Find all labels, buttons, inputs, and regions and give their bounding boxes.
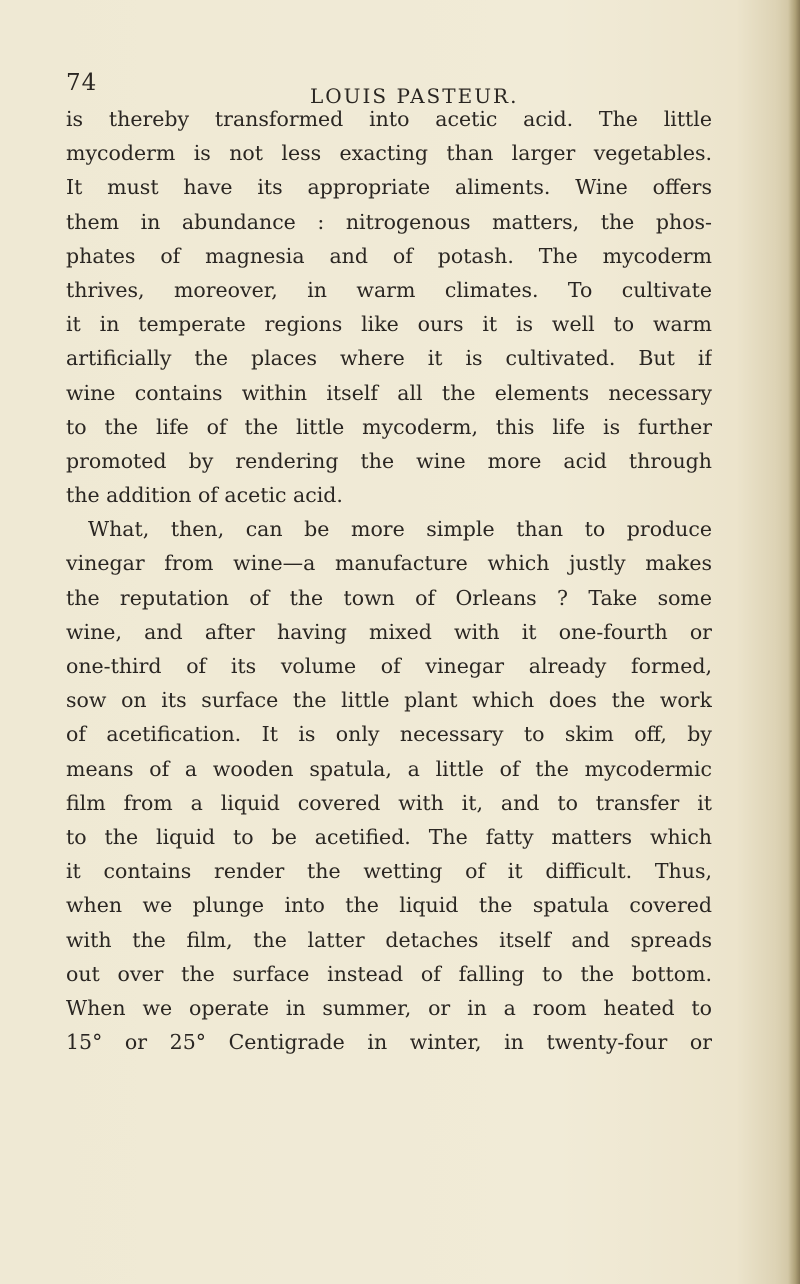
text-line: promoted by rendering the wine more acid through: [66, 448, 712, 473]
text-line: wine contains within itself all the elements necessary: [66, 380, 712, 405]
text-line: wine, and after having mixed with it one-fourth or: [66, 619, 712, 644]
text-line: it contains render the wetting of it difficult. Thus,: [66, 859, 712, 884]
running-head: LOUIS PASTEUR.: [310, 84, 519, 108]
text-line: of acetification. It is only necessary to skim off, by: [66, 722, 712, 747]
text-line: means of a wooden spatula, a little of the mycodermic: [66, 756, 712, 781]
text-line: phates of magnesia and of potash. The mycoderm: [66, 243, 712, 268]
body-text: [66, 102, 712, 1059]
text-line: to the life of the little mycoderm, this life is further: [66, 414, 712, 439]
page-gutter-shadow: [788, 0, 800, 1284]
text-line: out over the surface instead of falling to the bottom.: [66, 961, 712, 986]
text-line: When we operate in summer, or in a room heated to: [66, 995, 712, 1020]
text-line: artificially the places where it is cultivated. But if: [66, 346, 712, 371]
text-line: with the film, the latter detaches itself and spreads: [66, 927, 712, 952]
text-line: the reputation of the town of Orleans ? Take some: [66, 585, 712, 610]
text-line: 15° or 25° Centigrade in winter, in twenty-four or: [66, 1030, 712, 1055]
text-line: it in temperate regions like ours it is well to warm: [66, 312, 712, 337]
page-number: 74: [66, 70, 98, 96]
text-line: to the liquid to be acetified. The fatty matters which: [66, 824, 712, 849]
text-line: film from a liquid covered with it, and to transfer it: [66, 790, 712, 815]
text-line: one-third of its volume of vinegar already formed,: [66, 654, 712, 678]
text-line: It must have its appropriate aliments. Wine offers: [66, 175, 712, 200]
text-line: when we plunge into the liquid the spatula covered: [66, 893, 712, 918]
text-line: them in abundance : nitrogenous matters, the phos-: [66, 209, 712, 234]
text-line: mycoderm is not less exacting than larger vegetables.: [66, 141, 712, 166]
text-line: is thereby transformed into acetic acid. The little: [66, 107, 712, 131]
paragraph-end-line: the addition of acetic acid.: [66, 483, 343, 508]
text-line: vinegar from wine—a manufacture which justly makes: [66, 551, 712, 576]
text-line: thrives, moreover, in warm climates. To cultivate: [66, 277, 712, 302]
text-line: sow on its surface the little plant which does the work: [66, 688, 712, 713]
paragraph-start-line: What, then, can be more simple than to produce: [88, 517, 712, 542]
